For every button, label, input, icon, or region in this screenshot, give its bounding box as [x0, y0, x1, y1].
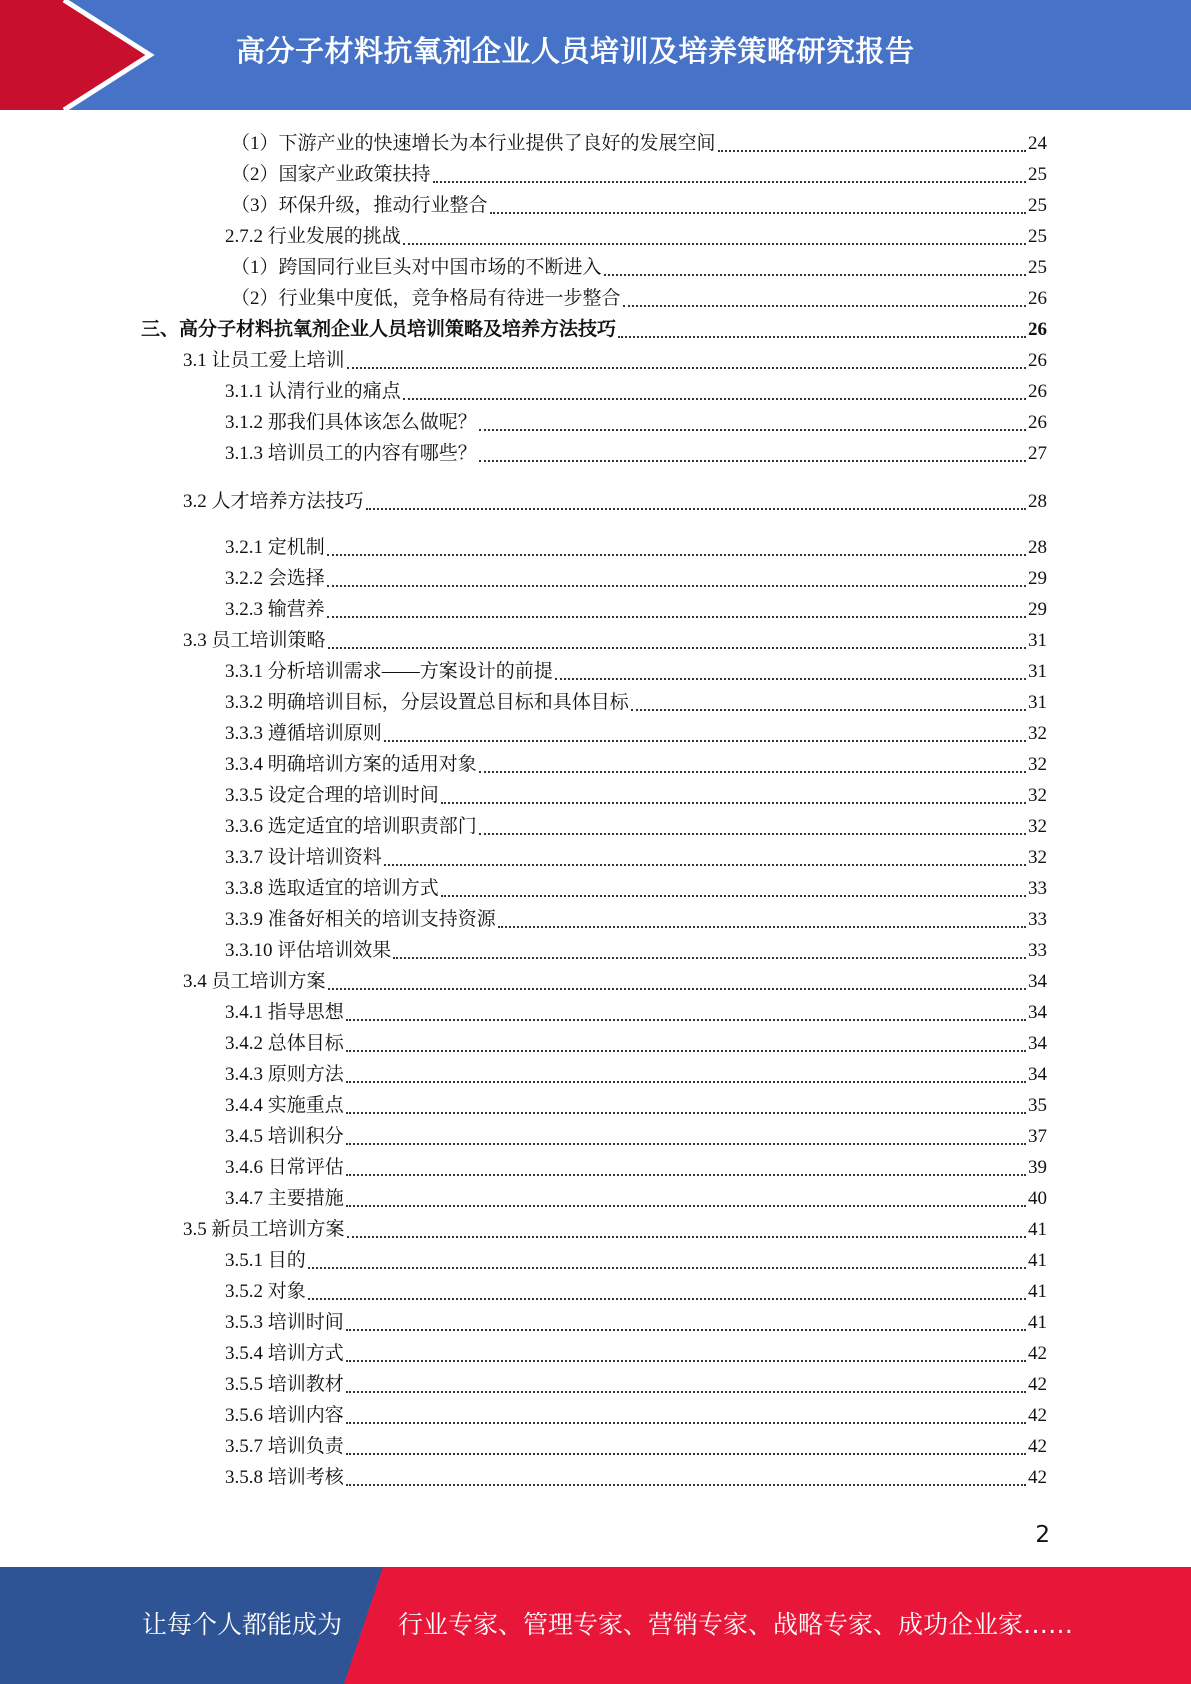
- toc-entry[interactable]: 3.3.3 遵循培训原则 32: [225, 723, 1047, 744]
- footer-slogan-left: 让每个人都能成为: [142, 1610, 343, 1639]
- toc-section-entry[interactable]: 3.3 员工培训策略 31: [183, 630, 1047, 651]
- footer-slogan-right: 行业专家、管理专家、营销专家、战略专家、成功企业家……: [398, 1610, 1074, 1639]
- toc-entry[interactable]: 3.5.7 培训负责 42: [225, 1436, 1047, 1457]
- toc-entry[interactable]: 3.1.1 认清行业的痛点 26: [225, 381, 1047, 402]
- toc-entry[interactable]: 3.4.7 主要措施 40: [225, 1188, 1047, 1209]
- toc-entry[interactable]: 3.5.6 培训内容 42: [225, 1405, 1047, 1426]
- toc-entry[interactable]: 3.4.4 实施重点 35: [225, 1095, 1047, 1116]
- toc-entry[interactable]: 3.5.5 培训教材 42: [225, 1374, 1047, 1395]
- toc-entry[interactable]: 3.2.1 定机制 28: [225, 537, 1047, 558]
- toc-entry[interactable]: 3.5.3 培训时间 41: [225, 1312, 1047, 1333]
- toc-entry[interactable]: 3.4.6 日常评估 39: [225, 1157, 1047, 1178]
- toc-entry[interactable]: 3.3.8 选取适宜的培训方式 33: [225, 878, 1047, 899]
- page-number: 2: [1035, 1522, 1050, 1548]
- toc-entry[interactable]: （2）行业集中度低，竞争格局有待进一步整合 26: [231, 288, 1047, 309]
- toc-entry[interactable]: 3.3.4 明确培训方案的适用对象 32: [225, 754, 1047, 775]
- toc-entry[interactable]: 3.3.6 选定适宜的培训职责部门 32: [225, 816, 1047, 837]
- toc-entry[interactable]: 3.1.2 那我们具体该怎么做呢？ 26: [225, 412, 1047, 433]
- toc-entry[interactable]: 2.7.2 行业发展的挑战 25: [225, 226, 1047, 247]
- toc-section-entry[interactable]: 3.5 新员工培训方案 41: [183, 1219, 1047, 1240]
- toc-entry[interactable]: 3.3.2 明确培训目标，分层设置总目标和具体目标 31: [225, 692, 1047, 713]
- toc-entry[interactable]: 3.5.8 培训考核 42: [225, 1467, 1047, 1488]
- toc-entry[interactable]: 3.3.10 评估培训效果 33: [225, 940, 1047, 961]
- toc-section-entry[interactable]: 3.1 让员工爱上培训 26: [183, 350, 1047, 371]
- toc-entry[interactable]: 3.1.3 培训员工的内容有哪些？ 27: [225, 443, 1047, 464]
- toc-entry[interactable]: 3.4.3 原则方法 34: [225, 1064, 1047, 1085]
- toc-entry[interactable]: 3.2.3 输营养 29: [225, 599, 1047, 620]
- toc-entry[interactable]: 3.5.1 目的 41: [225, 1250, 1047, 1271]
- report-header: [0, 0, 1191, 110]
- toc-entry[interactable]: （2）国家产业政策扶持 25: [231, 164, 1047, 185]
- toc-section-entry[interactable]: 3.4 员工培训方案 34: [183, 971, 1047, 992]
- toc-entry[interactable]: 3.4.2 总体目标 34: [225, 1033, 1047, 1054]
- toc-entry[interactable]: 3.3.7 设计培训资料 32: [225, 847, 1047, 868]
- toc-entry[interactable]: 3.4.1 指导思想 34: [225, 1002, 1047, 1023]
- header-arrow-decoration: [0, 0, 160, 110]
- toc-entry[interactable]: （3）环保升级，推动行业整合 25: [231, 195, 1047, 216]
- report-title: 高分子材料抗氧剂企业人员培训及培养策略研究报告: [236, 34, 915, 68]
- toc-chapter-entry[interactable]: 三、高分子材料抗氧剂企业人员培训策略及培养方法技巧 26: [141, 319, 1047, 340]
- toc-entry[interactable]: 3.3.1 分析培训需求——方案设计的前提 31: [225, 661, 1047, 682]
- toc-entry[interactable]: 3.5.4 培训方式 42: [225, 1343, 1047, 1364]
- report-footer: [0, 1567, 1191, 1684]
- toc-entry[interactable]: 3.4.5 培训积分 37: [225, 1126, 1047, 1147]
- toc-entry[interactable]: 3.2.2 会选择 29: [225, 568, 1047, 589]
- toc-entry[interactable]: 3.5.2 对象 41: [225, 1281, 1047, 1302]
- toc-entry[interactable]: 3.3.5 设定合理的培训时间 32: [225, 785, 1047, 806]
- toc-entry[interactable]: 3.3.9 准备好相关的培训支持资源 33: [225, 909, 1047, 930]
- toc-entry[interactable]: （1）跨国同行业巨头对中国市场的不断进入 25: [231, 257, 1047, 278]
- toc-entry[interactable]: （1）下游产业的快速增长为本行业提供了良好的发展空间 24: [231, 133, 1047, 154]
- toc-section-entry[interactable]: 3.2 人才培养方法技巧 28: [183, 491, 1047, 512]
